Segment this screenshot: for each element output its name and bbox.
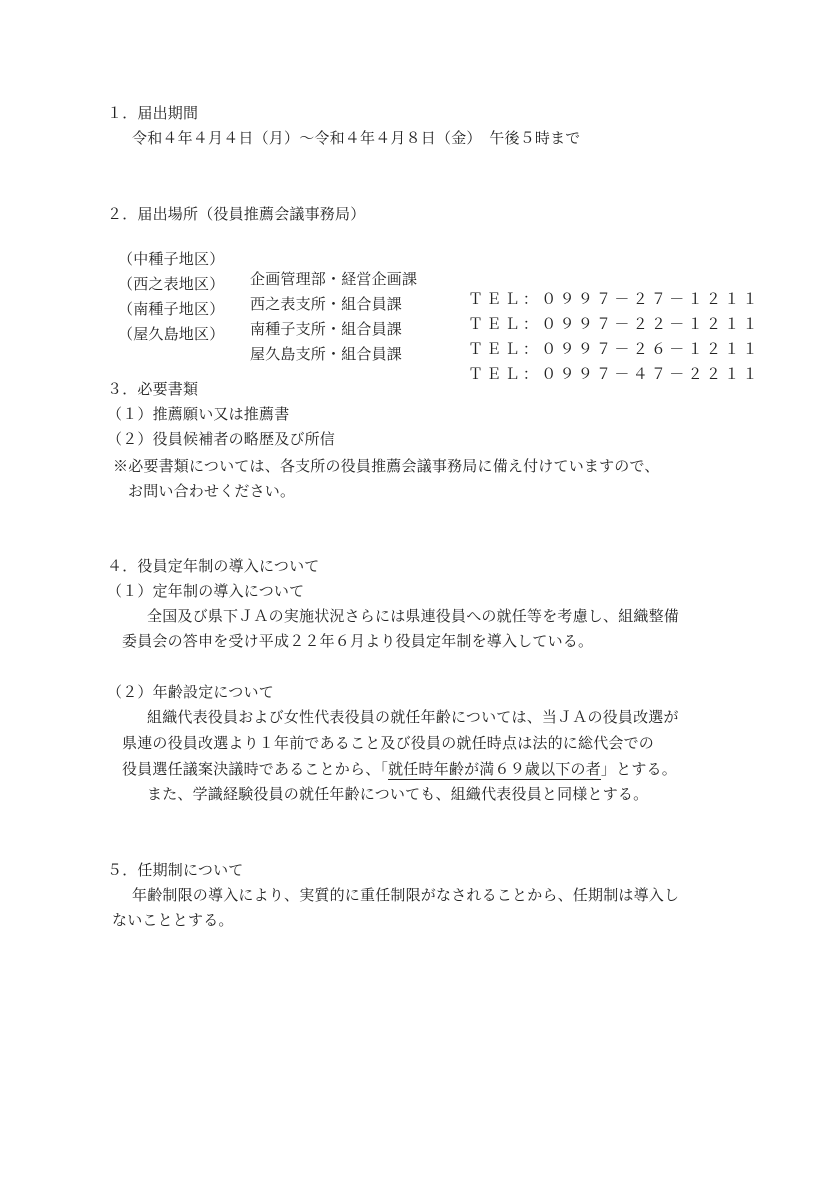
submission-period: 令和４年４月４日（月）～令和４年４月８日（金） 午後５時まで — [132, 129, 581, 147]
office-row — [118, 304, 761, 404]
paragraph-line: 県連の役員改選より１年前であること及び役員の就任時点は法的に総代会での — [122, 734, 655, 752]
office-tel: ＴＥＬ：０９９７－２７－１２１１ — [468, 290, 761, 308]
paragraph-line: 組織代表役員および女性代表役員の就任年齢については、当ＪＡの役員改選が — [147, 708, 679, 726]
paragraph-line: 年齢制限の導入により、実質的に重任制限がなされることから、任期制は導入し — [132, 886, 680, 904]
office-tel: ＴＥＬ：０９９７－２６－１２１１ — [468, 340, 761, 358]
office-area: （中種子地区） — [118, 250, 225, 268]
office-name: 屋久島支所・組合員課 — [250, 345, 403, 363]
office-name: 企画管理部・経営企画課 — [250, 270, 418, 288]
required-documents-note: ※必要書類については、各支所の役員推薦会議事務局に備え付けていますので、 — [113, 457, 660, 475]
age-limit-emphasis: 就任時年齢が満６９歳以下の者 — [388, 760, 601, 778]
office-area: （西之表地区） — [118, 275, 225, 293]
office-tel: ＴＥＬ：０９９７－４７－２２１１ — [468, 365, 761, 383]
office-name: 南種子支所・組合員課 — [250, 320, 403, 338]
text-segment: 役員選任議案決議時であることから、「 — [122, 760, 389, 778]
required-document-item: （１）推薦願い又は推薦書 — [107, 405, 290, 423]
section5-heading: ５．任期制について — [107, 861, 244, 879]
section4-heading: ４．役員定年制の導入について — [107, 557, 320, 575]
office-area: （南種子地区） — [118, 300, 225, 318]
paragraph-line: 委員会の答申を受け平成２２年６月より役員定年制を導入している。 — [122, 632, 594, 650]
paragraph-line: また、学識経験役員の就任年齢についても、組織代表役員と同様とする。 — [147, 785, 649, 803]
section3-heading: ３．必要書類 — [107, 380, 199, 398]
paragraph-line: ないこととする。 — [112, 911, 234, 929]
subsection-heading: （１）定年制の導入について — [107, 582, 305, 600]
paragraph-line — [122, 759, 677, 779]
required-document-item: （２）役員候補者の略歴及び所信 — [107, 430, 336, 448]
section2-heading: ２．届出場所（役員推薦会議事務局） — [107, 205, 366, 223]
subsection-heading: （２）年齢設定について — [107, 683, 274, 701]
office-name: 西之表支所・組合員課 — [250, 295, 403, 313]
office-tel: ＴＥＬ：０９９７－２２－１２１１ — [468, 315, 761, 333]
paragraph-line: 全国及び県下ＪＡの実施状況さらには県連役員への就任等を考慮し、組織整備 — [147, 607, 680, 625]
text-segment: 」とする。 — [600, 760, 677, 778]
required-documents-note: お問い合わせください。 — [128, 482, 296, 500]
office-area: （屋久島地区） — [118, 325, 225, 343]
section1-heading: １．届出期間 — [107, 104, 199, 122]
